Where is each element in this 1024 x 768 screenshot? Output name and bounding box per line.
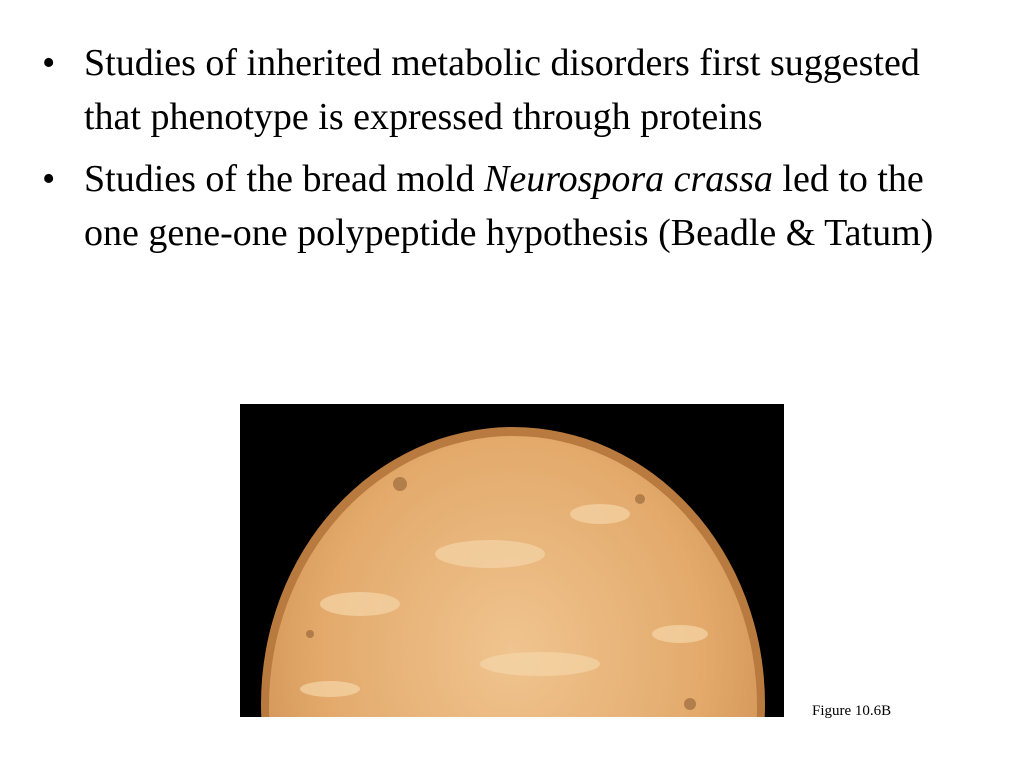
bullet-text-2-part-1: Studies of the bread mold	[84, 158, 484, 200]
bullet-item-2	[42, 152, 972, 260]
bullet-text-2-part-2: led to the one gene-one polypeptide hypothesis (Beadle & Tatum)	[84, 158, 934, 254]
bullet-marker: •	[42, 158, 56, 200]
bullet-marker: •	[42, 42, 56, 84]
bullet-text-1: Studies of inherited metabolic disorders first suggested that phenotype is expressed through proteins	[84, 42, 920, 138]
petri-dish-image	[240, 404, 784, 717]
species-name-italic: Neurospora crassa	[483, 158, 773, 200]
figure-caption: Figure 10.6B	[812, 703, 892, 719]
neurospora-petri-dish-photo	[240, 404, 784, 717]
bullet-item-1	[42, 36, 972, 144]
bullet-list	[42, 36, 972, 268]
